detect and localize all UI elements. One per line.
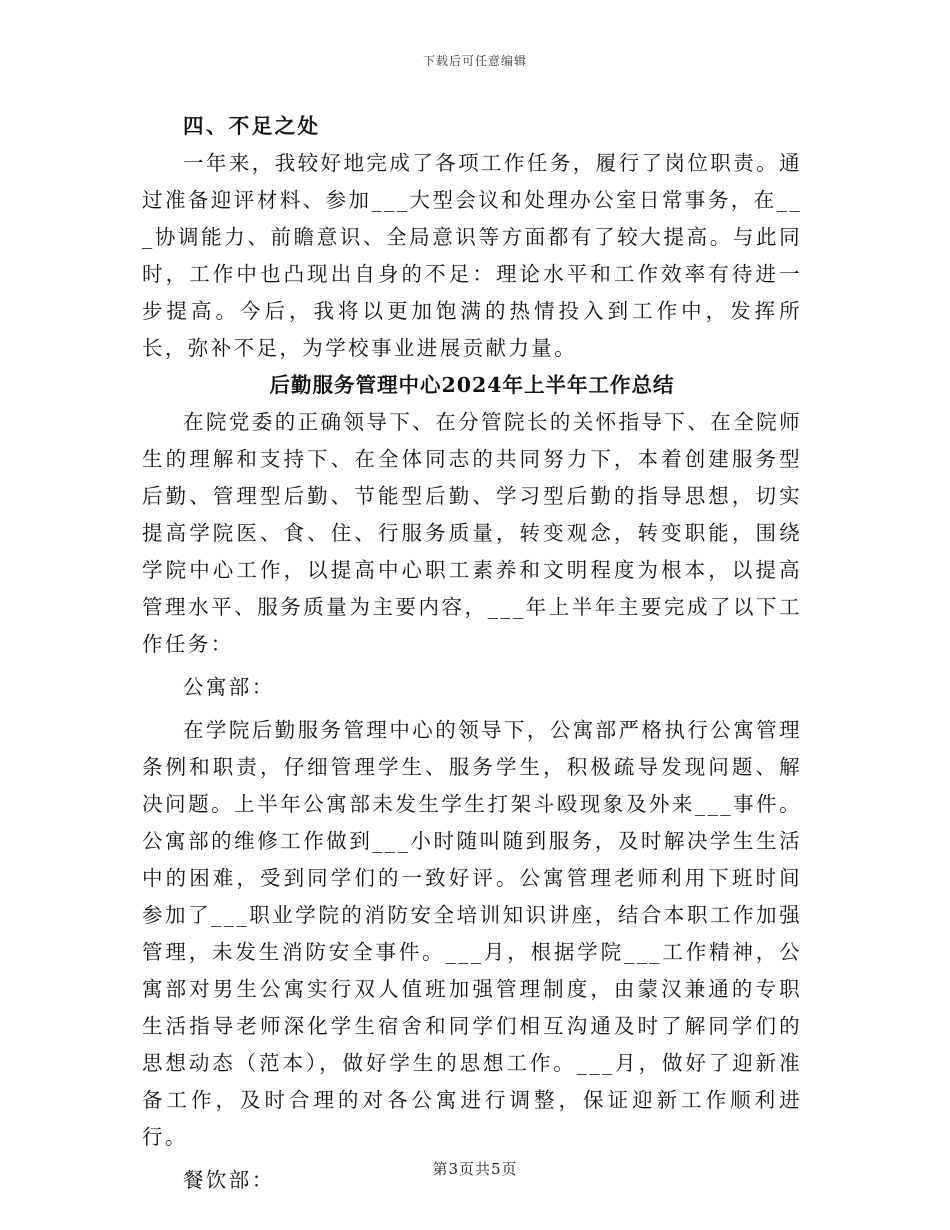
section-paragraph: 一年来，我较好地完成了各项工作任务，履行了岗位职责。通过准备迎评材料、参加___大型会议和处理办公室日常事务，在___协调能力、前瞻意识、全局意识等方面都有了较大提高。与此同时，工作中也凸现出自身的不足：理论水平和工作效率有待进一步提高。今后，我将以更加饱满的热情投入到工作中，发挥所长，弥补不足，为学校事业进展贡献力量。 [142, 151, 802, 360]
page-header-note: 下载后可任意编辑 [422, 54, 527, 68]
apartment-label: 公寓部： [183, 675, 275, 699]
intro-paragraph: 在院党委的正确领导下、在分管院长的关怀指导下、在全院师生的理解和支持下、在全体同志的共同努力下，本着创建服务型后勤、管理型后勤、节能型后勤、学习型后勤的指导思想，切实提高学院医、食、住、行服务质量，转变观念，转变职能，围绕学院中心工作，以提高中心职工素养和文明程度为根本，以提高管理水平、服务质量为主要内容，___年上半年主要完成了以下工作任务： [142, 410, 802, 656]
section-heading: 四、不足之处 [183, 114, 321, 138]
apartment-paragraph: 在学院后勤服务管理中心的领导下，公寓部严格执行公寓管理条例和职责，仔细管理学生、服务学生，积极疏导发现问题、解决问题。上半年公寓部未发生学生打架斗殴现象及外来___事件。公寓部的维修工作做到___小时随叫随到服务，及时解决学生生活中的困难，受到同学们的一致好评。公寓管理老师利用下班时间参加了___职业学院的消防安全培训知识讲座，结合本职工作加强管理，未发生消防安全事件。___月，根据学院___工作精神，公寓部对男生公寓实行双人值班加强管理制度，由蒙汉兼通的专职生活指导老师深化学生宿舍和同学们相互沟通及时了解同学们的思想动态（范本），做好学生的思想工作。___月，做好了迎新准备工作，及时合理的对各公寓进行调整，保证迎新工作顺利进行。 [142, 718, 802, 1149]
catering-label: 餐饮部： [183, 1168, 275, 1192]
document-title: 后勤服务管理中心2024年上半年工作总结 [269, 373, 675, 397]
document-body [142, 108, 802, 1205]
page-number: 第3页共5页 [432, 1160, 518, 1178]
